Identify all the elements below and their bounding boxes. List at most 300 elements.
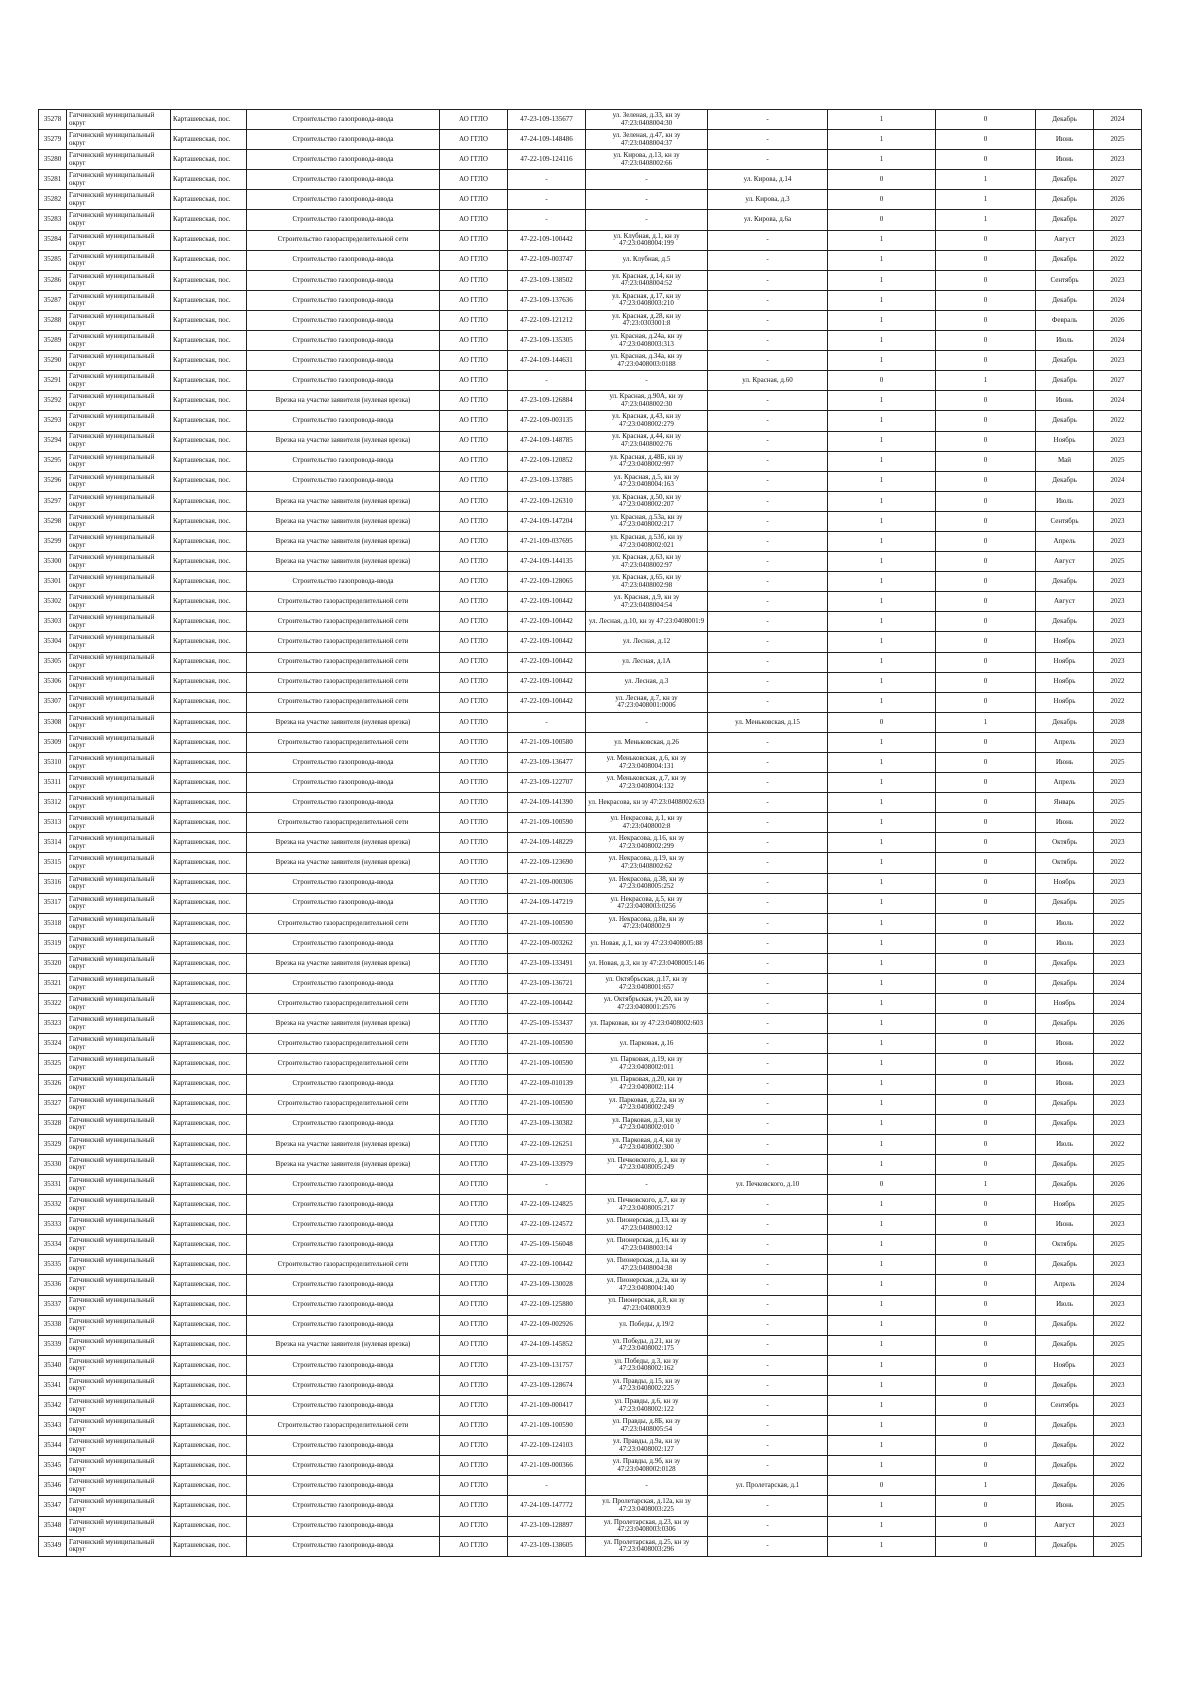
count-applied-cell: 1 (828, 130, 936, 150)
count-planned-cell: 0 (936, 471, 1036, 491)
planned-address-cell: - (708, 813, 828, 833)
year-cell: 2023 (1094, 351, 1142, 371)
address-cell: ул. Некрасова, д.8в, кн зу 47:23:0408002:9 (586, 913, 708, 933)
address-cell: ул. Красная, д.17, кн зу 47:23:0408003:210 (586, 290, 708, 310)
application-number-cell: 47-22-109-100442 (508, 612, 586, 632)
operator-cell: АО ГГЛО (440, 491, 508, 511)
count-applied-cell: 1 (828, 290, 936, 310)
address-cell: ул. Кирова, д.13, кн зу 47:23:0408002:66 (586, 150, 708, 170)
district-cell: Гатчинский муниципальный округ (67, 592, 171, 612)
month-cell: Сентябрь (1036, 270, 1094, 290)
count-planned-cell: 0 (936, 1034, 1036, 1054)
address-cell: ул. Красная, д.63, кн зу 47:23:0408002:97 (586, 552, 708, 572)
planned-address-cell: - (708, 1094, 828, 1114)
row-number-cell: 35298 (39, 511, 67, 531)
count-applied-cell: 0 (828, 210, 936, 230)
year-cell: 2023 (1094, 732, 1142, 752)
planned-address-cell: - (708, 130, 828, 150)
planned-address-cell: - (708, 572, 828, 592)
year-cell: 2023 (1094, 1255, 1142, 1275)
operator-cell: АО ГГЛО (440, 712, 508, 732)
year-cell: 2022 (1094, 1436, 1142, 1456)
settlement-cell: Карташевская, пос. (171, 1355, 247, 1375)
settlement-cell: Карташевская, пос. (171, 1396, 247, 1416)
operator-cell: АО ГГЛО (440, 1375, 508, 1395)
settlement-cell: Карташевская, пос. (171, 953, 247, 973)
table-row (39, 732, 1142, 752)
settlement-cell: Карташевская, пос. (171, 974, 247, 994)
month-cell: Ноябрь (1036, 652, 1094, 672)
application-number-cell: 47-22-109-100442 (508, 592, 586, 612)
settlement-cell: Карташевская, пос. (171, 1375, 247, 1395)
operator-cell: АО ГГЛО (440, 1295, 508, 1315)
table-row (39, 1195, 1142, 1215)
count-planned-cell: 0 (936, 451, 1036, 471)
month-cell: Декабрь (1036, 1255, 1094, 1275)
address-cell: - (586, 210, 708, 230)
table-row (39, 491, 1142, 511)
month-cell: Июнь (1036, 1034, 1094, 1054)
planned-address-cell: - (708, 1396, 828, 1416)
work-type-cell: Строительство газопровода-ввода (247, 1436, 440, 1456)
district-cell: Гатчинский муниципальный округ (67, 451, 171, 471)
operator-cell: АО ГГЛО (440, 853, 508, 873)
settlement-cell: Карташевская, пос. (171, 994, 247, 1014)
application-number-cell: 47-21-109-100590 (508, 813, 586, 833)
planned-address-cell: - (708, 110, 828, 130)
row-number-cell: 35287 (39, 290, 67, 310)
address-cell: ул. Красная, д.44, кн зу 47:23:0408002:76 (586, 431, 708, 451)
application-number-cell: 47-24-109-145852 (508, 1335, 586, 1355)
count-planned-cell: 0 (936, 110, 1036, 130)
year-cell: 2025 (1094, 1536, 1142, 1556)
year-cell: 2022 (1094, 672, 1142, 692)
operator-cell: АО ГГЛО (440, 692, 508, 712)
table-row (39, 411, 1142, 431)
planned-address-cell: - (708, 150, 828, 170)
address-cell: ул. Новая, д.3, кн зу 47:23:0408005:146 (586, 953, 708, 973)
table-row (39, 1295, 1142, 1315)
operator-cell: АО ГГЛО (440, 250, 508, 270)
table-row (39, 1255, 1142, 1275)
count-applied-cell: 1 (828, 1054, 936, 1074)
address-cell: ул. Парковая, д.3, кн зу 47:23:0408002:010 (586, 1114, 708, 1134)
settlement-cell: Карташевская, пос. (171, 351, 247, 371)
row-number-cell: 35292 (39, 391, 67, 411)
address-cell: ул. Красная, д.90А, кн зу 47:23:0408002:30 (586, 391, 708, 411)
table-row (39, 110, 1142, 130)
application-number-cell: 47-25-109-153437 (508, 1014, 586, 1034)
settlement-cell: Карташевская, пос. (171, 592, 247, 612)
planned-address-cell: - (708, 411, 828, 431)
month-cell: Апрель (1036, 1275, 1094, 1295)
month-cell: Декабрь (1036, 1174, 1094, 1194)
district-cell: Гатчинский муниципальный округ (67, 1335, 171, 1355)
month-cell: Декабрь (1036, 110, 1094, 130)
month-cell: Декабрь (1036, 170, 1094, 190)
table-row (39, 1355, 1142, 1375)
planned-address-cell: - (708, 531, 828, 551)
count-applied-cell: 1 (828, 310, 936, 330)
count-applied-cell: 1 (828, 1335, 936, 1355)
settlement-cell: Карташевская, пос. (171, 1295, 247, 1315)
application-number-cell: 47-22-109-125880 (508, 1295, 586, 1315)
count-applied-cell: 1 (828, 531, 936, 551)
operator-cell: АО ГГЛО (440, 813, 508, 833)
operator-cell: АО ГГЛО (440, 1094, 508, 1114)
address-cell: ул. Пролетарская, д.12а, кн зу 47:23:0408003:225 (586, 1496, 708, 1516)
operator-cell: АО ГГЛО (440, 552, 508, 572)
count-applied-cell: 1 (828, 913, 936, 933)
count-applied-cell: 0 (828, 170, 936, 190)
work-type-cell: Врезка на участке заявителя (нулевая врезка) (247, 953, 440, 973)
month-cell: Декабрь (1036, 1335, 1094, 1355)
row-number-cell: 35332 (39, 1195, 67, 1215)
address-cell: ул. Красная, д.5, кн зу 47:23:0408004:163 (586, 471, 708, 491)
work-type-cell: Строительство газопровода-ввода (247, 893, 440, 913)
settlement-cell: Карташевская, пос. (171, 672, 247, 692)
district-cell: Гатчинский муниципальный округ (67, 1014, 171, 1034)
work-type-cell: Строительство газопровода-ввода (247, 190, 440, 210)
row-number-cell: 35311 (39, 773, 67, 793)
address-cell: ул. Пионерская, д.16, кн зу 47:23:0408003:14 (586, 1235, 708, 1255)
district-cell: Гатчинский муниципальный округ (67, 130, 171, 150)
settlement-cell: Карташевская, пос. (171, 1436, 247, 1456)
row-number-cell: 35323 (39, 1014, 67, 1034)
work-type-cell: Строительство газопровода-ввода (247, 471, 440, 491)
count-planned-cell: 0 (936, 1255, 1036, 1275)
table-row (39, 1215, 1142, 1235)
operator-cell: АО ГГЛО (440, 994, 508, 1014)
district-cell: Гатчинский муниципальный округ (67, 331, 171, 351)
district-cell: Гатчинский муниципальный округ (67, 953, 171, 973)
operator-cell: АО ГГЛО (440, 893, 508, 913)
address-cell: ул. Победы, д.3, кн зу 47:23:0408002:162 (586, 1355, 708, 1375)
district-cell: Гатчинский муниципальный округ (67, 1074, 171, 1094)
settlement-cell: Карташевская, пос. (171, 933, 247, 953)
application-number-cell: 47-24-109-147772 (508, 1496, 586, 1516)
month-cell: Ноябрь (1036, 692, 1094, 712)
count-planned-cell: 0 (936, 994, 1036, 1014)
table-row (39, 371, 1142, 391)
table-row (39, 471, 1142, 491)
settlement-cell: Карташевская, пос. (171, 873, 247, 893)
district-cell: Гатчинский муниципальный округ (67, 371, 171, 391)
district-cell: Гатчинский муниципальный округ (67, 913, 171, 933)
count-planned-cell: 0 (936, 1536, 1036, 1556)
count-applied-cell: 1 (828, 1034, 936, 1054)
row-number-cell: 35290 (39, 351, 67, 371)
work-type-cell: Строительство газораспределительной сети (247, 230, 440, 250)
year-cell: 2022 (1094, 1034, 1142, 1054)
operator-cell: АО ГГЛО (440, 1355, 508, 1375)
count-planned-cell: 0 (936, 431, 1036, 451)
count-applied-cell: 1 (828, 1154, 936, 1174)
planned-address-cell: ул. Пролетарская, д.1 (708, 1476, 828, 1496)
year-cell: 2023 (1094, 511, 1142, 531)
count-planned-cell: 0 (936, 1416, 1036, 1436)
settlement-cell: Карташевская, пос. (171, 1134, 247, 1154)
planned-address-cell: - (708, 1335, 828, 1355)
application-number-cell: 47-23-109-136477 (508, 753, 586, 773)
operator-cell: АО ГГЛО (440, 210, 508, 230)
planned-address-cell: - (708, 1054, 828, 1074)
settlement-cell: Карташевская, пос. (171, 150, 247, 170)
count-applied-cell: 1 (828, 652, 936, 672)
month-cell: Декабрь (1036, 290, 1094, 310)
table-row (39, 1074, 1142, 1094)
month-cell: Июль (1036, 1295, 1094, 1315)
work-type-cell: Строительство газораспределительной сети (247, 913, 440, 933)
table-row (39, 150, 1142, 170)
count-applied-cell: 1 (828, 1436, 936, 1456)
month-cell: Ноябрь (1036, 632, 1094, 652)
count-applied-cell: 1 (828, 411, 936, 431)
planned-address-cell: - (708, 1034, 828, 1054)
count-applied-cell: 1 (828, 270, 936, 290)
month-cell: Декабрь (1036, 1014, 1094, 1034)
table-row (39, 994, 1142, 1014)
operator-cell: АО ГГЛО (440, 1014, 508, 1034)
operator-cell: АО ГГЛО (440, 230, 508, 250)
work-type-cell: Строительство газопровода-ввода (247, 1235, 440, 1255)
count-applied-cell: 1 (828, 1516, 936, 1536)
settlement-cell: Карташевская, пос. (171, 1456, 247, 1476)
settlement-cell: Карташевская, пос. (171, 331, 247, 351)
row-number-cell: 35336 (39, 1275, 67, 1295)
district-cell: Гатчинский муниципальный округ (67, 552, 171, 572)
count-applied-cell: 1 (828, 1014, 936, 1034)
work-type-cell: Врезка на участке заявителя (нулевая врезка) (247, 531, 440, 551)
district-cell: Гатчинский муниципальный округ (67, 1195, 171, 1215)
month-cell: Декабрь (1036, 974, 1094, 994)
month-cell: Ноябрь (1036, 431, 1094, 451)
month-cell: Декабрь (1036, 471, 1094, 491)
district-cell: Гатчинский муниципальный округ (67, 933, 171, 953)
year-cell: 2026 (1094, 1014, 1142, 1034)
count-applied-cell: 1 (828, 994, 936, 1014)
operator-cell: АО ГГЛО (440, 1476, 508, 1496)
year-cell: 2025 (1094, 1335, 1142, 1355)
count-applied-cell: 1 (828, 692, 936, 712)
table-row (39, 953, 1142, 973)
operator-cell: АО ГГЛО (440, 1536, 508, 1556)
row-number-cell: 35322 (39, 994, 67, 1014)
count-planned-cell: 0 (936, 732, 1036, 752)
district-cell: Гатчинский муниципальный округ (67, 1154, 171, 1174)
operator-cell: АО ГГЛО (440, 1516, 508, 1536)
month-cell: Декабрь (1036, 1456, 1094, 1476)
table-row (39, 511, 1142, 531)
year-cell: 2023 (1094, 592, 1142, 612)
address-cell: ул. Правды, д.15, кн зу 47:23:0408002:225 (586, 1375, 708, 1395)
table-row (39, 1416, 1142, 1436)
count-planned-cell: 0 (936, 351, 1036, 371)
row-number-cell: 35316 (39, 873, 67, 893)
count-applied-cell: 1 (828, 974, 936, 994)
district-cell: Гатчинский муниципальный округ (67, 1295, 171, 1315)
settlement-cell: Карташевская, пос. (171, 732, 247, 752)
application-number-cell: 47-22-109-124116 (508, 150, 586, 170)
operator-cell: АО ГГЛО (440, 612, 508, 632)
address-cell: ул. Красная, д.14, кн зу 47:23:0408004:52 (586, 270, 708, 290)
address-cell: ул. Меньковская, д.6, кн зу 47:23:0408004:131 (586, 753, 708, 773)
district-cell: Гатчинский муниципальный округ (67, 1094, 171, 1114)
row-number-cell: 35333 (39, 1215, 67, 1235)
count-applied-cell: 1 (828, 110, 936, 130)
count-planned-cell: 0 (936, 692, 1036, 712)
application-number-cell: 47-23-109-135305 (508, 331, 586, 351)
work-type-cell: Строительство газопровода-ввода (247, 1074, 440, 1094)
district-cell: Гатчинский муниципальный округ (67, 652, 171, 672)
planned-address-cell: - (708, 431, 828, 451)
row-number-cell: 35300 (39, 552, 67, 572)
work-type-cell: Строительство газопровода-ввода (247, 1174, 440, 1194)
settlement-cell: Карташевская, пос. (171, 1315, 247, 1335)
work-type-cell: Строительство газопровода-ввода (247, 773, 440, 793)
district-cell: Гатчинский муниципальный округ (67, 1416, 171, 1436)
planned-address-cell: - (708, 1235, 828, 1255)
table-row (39, 531, 1142, 551)
year-cell: 2026 (1094, 190, 1142, 210)
address-cell: ул. Октябрьская, д.17, кн зу 47:23:0408001:657 (586, 974, 708, 994)
operator-cell: АО ГГЛО (440, 290, 508, 310)
work-type-cell: Строительство газопровода-ввода (247, 270, 440, 290)
count-planned-cell: 0 (936, 974, 1036, 994)
table-row (39, 773, 1142, 793)
count-planned-cell: 0 (936, 230, 1036, 250)
operator-cell: АО ГГЛО (440, 773, 508, 793)
table-row (39, 1054, 1142, 1074)
table-row (39, 230, 1142, 250)
settlement-cell: Карташевская, пос. (171, 813, 247, 833)
planned-address-cell: - (708, 511, 828, 531)
work-type-cell: Строительство газопровода-ввода (247, 1355, 440, 1375)
settlement-cell: Карташевская, пос. (171, 1014, 247, 1034)
count-planned-cell: 0 (936, 1154, 1036, 1174)
settlement-cell: Карташевская, пос. (171, 853, 247, 873)
row-number-cell: 35306 (39, 672, 67, 692)
work-type-cell: Строительство газопровода-ввода (247, 290, 440, 310)
district-cell: Гатчинский муниципальный округ (67, 190, 171, 210)
operator-cell: АО ГГЛО (440, 1456, 508, 1476)
address-cell: ул. Клубная, д.5 (586, 250, 708, 270)
month-cell: Июнь (1036, 1074, 1094, 1094)
month-cell: Июль (1036, 1134, 1094, 1154)
operator-cell: АО ГГЛО (440, 1114, 508, 1134)
count-planned-cell: 0 (936, 1315, 1036, 1335)
row-number-cell: 35321 (39, 974, 67, 994)
operator-cell: АО ГГЛО (440, 1054, 508, 1074)
count-planned-cell: 0 (936, 1275, 1036, 1295)
application-number-cell: 47-24-109-148229 (508, 833, 586, 853)
district-cell: Гатчинский муниципальный округ (67, 1034, 171, 1054)
table-row (39, 1094, 1142, 1114)
operator-cell: АО ГГЛО (440, 351, 508, 371)
year-cell: 2026 (1094, 310, 1142, 330)
application-number-cell: 47-22-109-100442 (508, 230, 586, 250)
year-cell: 2024 (1094, 994, 1142, 1014)
district-cell: Гатчинский муниципальный округ (67, 712, 171, 732)
count-applied-cell: 1 (828, 572, 936, 592)
application-number-cell: 47-21-109-100590 (508, 1054, 586, 1074)
district-cell: Гатчинский муниципальный округ (67, 873, 171, 893)
row-number-cell: 35341 (39, 1375, 67, 1395)
year-cell: 2023 (1094, 150, 1142, 170)
address-cell: ул. Печковского, д.7, кн зу 47:23:0408005:217 (586, 1195, 708, 1215)
district-cell: Гатчинский муниципальный округ (67, 1255, 171, 1275)
count-applied-cell: 1 (828, 391, 936, 411)
month-cell: Июль (1036, 933, 1094, 953)
operator-cell: АО ГГЛО (440, 1235, 508, 1255)
table-row (39, 290, 1142, 310)
count-planned-cell: 0 (936, 1396, 1036, 1416)
settlement-cell: Карташевская, пос. (171, 130, 247, 150)
operator-cell: АО ГГЛО (440, 371, 508, 391)
operator-cell: АО ГГЛО (440, 1154, 508, 1174)
row-number-cell: 35319 (39, 933, 67, 953)
application-number-cell: - (508, 190, 586, 210)
count-planned-cell: 0 (936, 150, 1036, 170)
work-type-cell: Строительство газопровода-ввода (247, 1516, 440, 1536)
row-number-cell: 35278 (39, 110, 67, 130)
year-cell: 2023 (1094, 1295, 1142, 1315)
planned-address-cell: - (708, 833, 828, 853)
district-cell: Гатчинский муниципальный округ (67, 351, 171, 371)
district-cell: Гатчинский муниципальный округ (67, 250, 171, 270)
planned-address-cell: - (708, 1436, 828, 1456)
month-cell: Июнь (1036, 1496, 1094, 1516)
work-type-cell: Врезка на участке заявителя (нулевая врезка) (247, 1134, 440, 1154)
table-row (39, 210, 1142, 230)
work-type-cell: Строительство газопровода-ввода (247, 331, 440, 351)
settlement-cell: Карташевская, пос. (171, 110, 247, 130)
district-cell: Гатчинский муниципальный округ (67, 672, 171, 692)
month-cell: Май (1036, 451, 1094, 471)
row-number-cell: 35305 (39, 652, 67, 672)
settlement-cell: Карташевская, пос. (171, 1114, 247, 1134)
row-number-cell: 35283 (39, 210, 67, 230)
address-cell: ул. Лесная, д.10, кн зу 47:23:0408001:9 (586, 612, 708, 632)
count-applied-cell: 1 (828, 1094, 936, 1114)
planned-address-cell: - (708, 1516, 828, 1536)
row-number-cell: 35335 (39, 1255, 67, 1275)
year-cell: 2023 (1094, 1416, 1142, 1436)
count-planned-cell: 0 (936, 813, 1036, 833)
count-applied-cell: 1 (828, 1295, 936, 1315)
count-planned-cell: 0 (936, 411, 1036, 431)
planned-address-cell: - (708, 471, 828, 491)
district-cell: Гатчинский муниципальный округ (67, 813, 171, 833)
table-row (39, 873, 1142, 893)
year-cell: 2023 (1094, 1396, 1142, 1416)
district-cell: Гатчинский муниципальный округ (67, 531, 171, 551)
application-number-cell: 47-22-109-100442 (508, 632, 586, 652)
planned-address-cell: - (708, 853, 828, 873)
address-cell: ул. Некрасова, д.5, кн зу 47:23:0408003:0256 (586, 893, 708, 913)
planned-address-cell: - (708, 491, 828, 511)
operator-cell: АО ГГЛО (440, 1335, 508, 1355)
application-number-cell: 47-21-109-000417 (508, 1396, 586, 1416)
settlement-cell: Карташевская, пос. (171, 1255, 247, 1275)
count-planned-cell: 0 (936, 632, 1036, 652)
settlement-cell: Карташевская, пос. (171, 1074, 247, 1094)
application-number-cell: - (508, 1174, 586, 1194)
month-cell: Декабрь (1036, 1536, 1094, 1556)
application-number-cell: 47-24-109-147204 (508, 511, 586, 531)
row-number-cell: 35314 (39, 833, 67, 853)
application-number-cell: 47-22-109-010139 (508, 1074, 586, 1094)
